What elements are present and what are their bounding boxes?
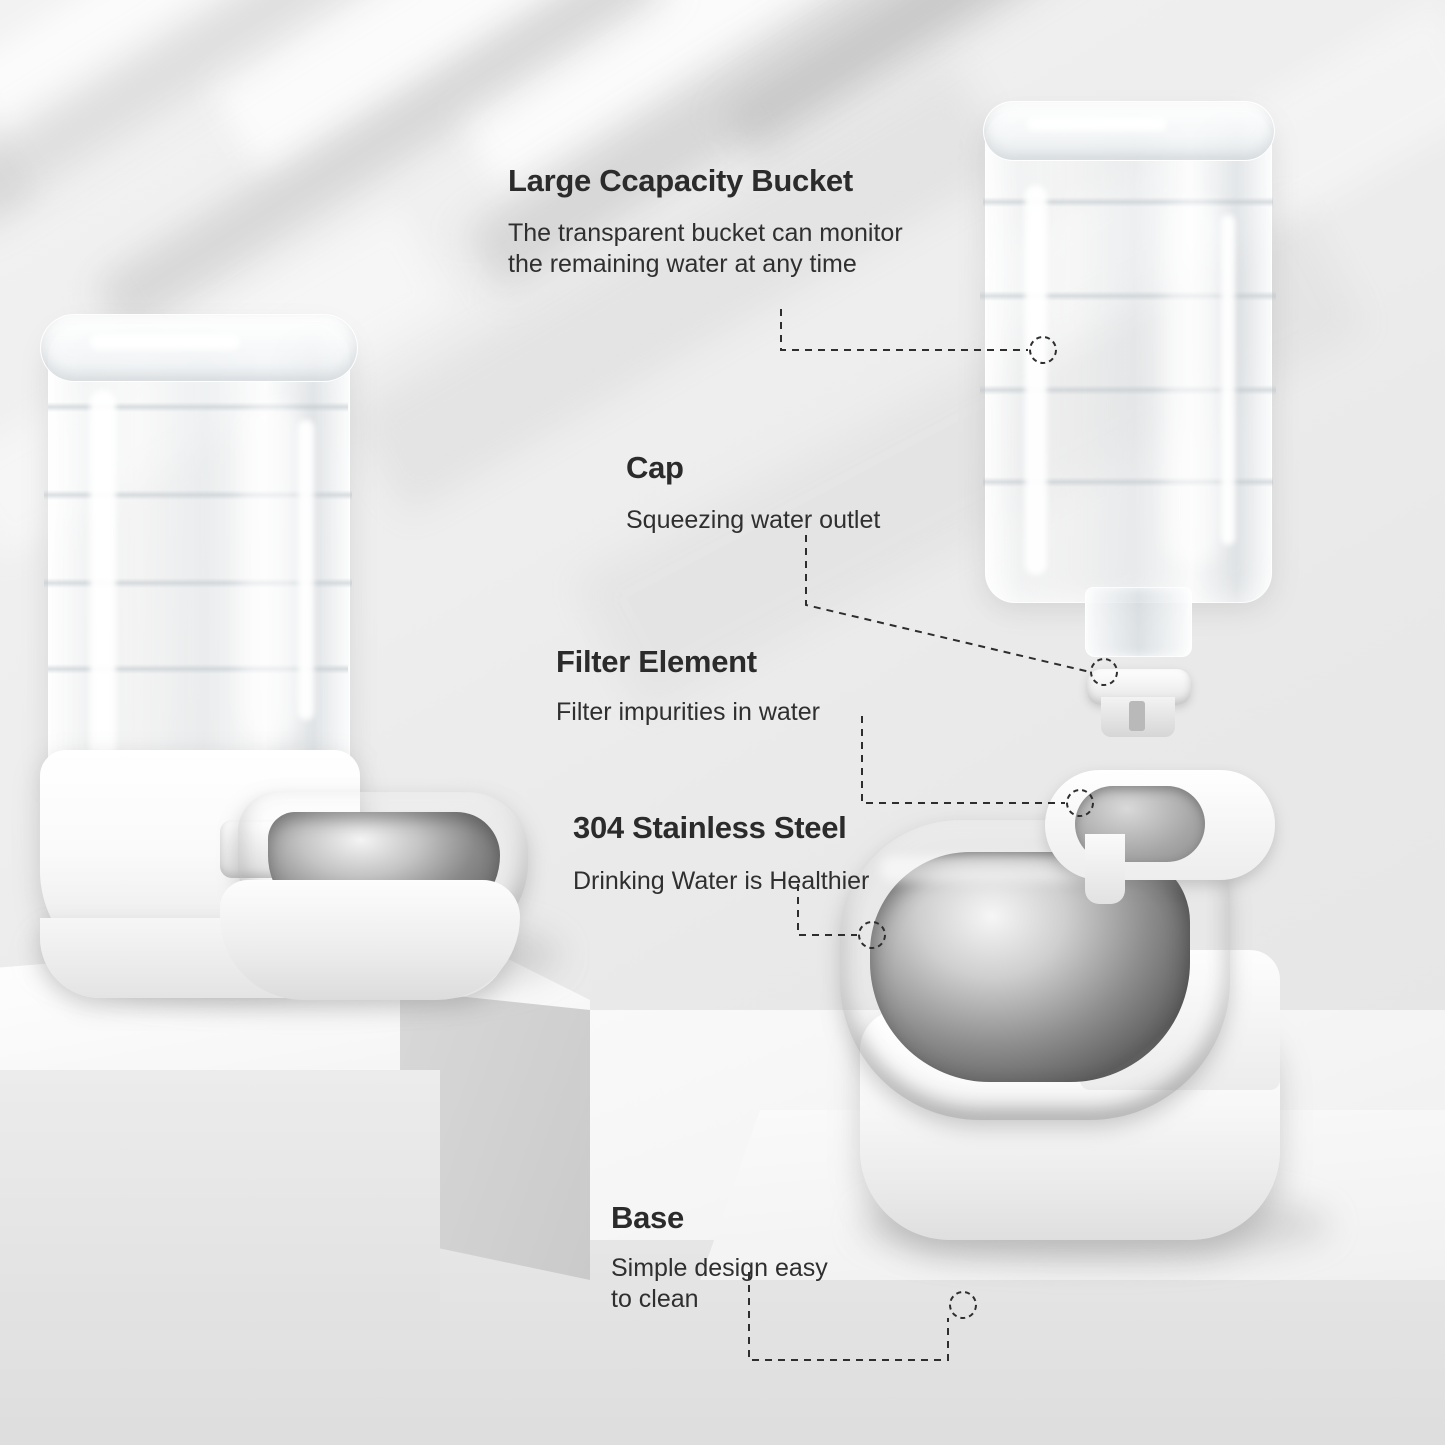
callout-desc-cap: Squeezing water outlet bbox=[626, 506, 881, 534]
callout-title-filter: Filter Element bbox=[556, 644, 757, 679]
filter-slot bbox=[1129, 701, 1145, 731]
bucket-highlight bbox=[298, 420, 314, 720]
bucket-highlight bbox=[1027, 117, 1167, 131]
callout-desc-steel: Drinking Water is Healthier bbox=[573, 867, 870, 895]
callout-desc-base: Simple design easy to clean bbox=[611, 1254, 828, 1313]
callout-desc-filter: Filter impurities in water bbox=[556, 698, 820, 726]
callout-desc-bucket: The transparent bucket can monitor the remaining water at any time bbox=[508, 219, 903, 278]
bucket-highlight bbox=[240, 400, 300, 740]
callout-title-base: Base bbox=[611, 1200, 684, 1235]
bucket-top-rim-right bbox=[983, 101, 1275, 161]
bucket-highlight bbox=[90, 390, 116, 760]
exploded-base-assembly bbox=[830, 760, 1370, 1260]
bucket-highlight bbox=[1165, 195, 1221, 565]
bucket-highlight bbox=[90, 334, 240, 350]
callout-title-steel: 304 Stainless Steel bbox=[573, 810, 847, 845]
callout-title-cap: Cap bbox=[626, 450, 684, 485]
pedestal-left-face bbox=[0, 1070, 440, 1330]
bucket-highlight bbox=[1221, 215, 1235, 545]
assembled-dispenser-left bbox=[30, 320, 550, 1040]
callout-title-bucket: Large Ccapacity Bucket bbox=[508, 163, 853, 198]
bowl-base-left bbox=[220, 880, 520, 1000]
exploded-bucket bbox=[975, 105, 1275, 665]
valve-collar-arm bbox=[1085, 834, 1125, 904]
filter-element-part bbox=[1085, 665, 1195, 745]
bucket-threaded-neck bbox=[1085, 587, 1192, 657]
